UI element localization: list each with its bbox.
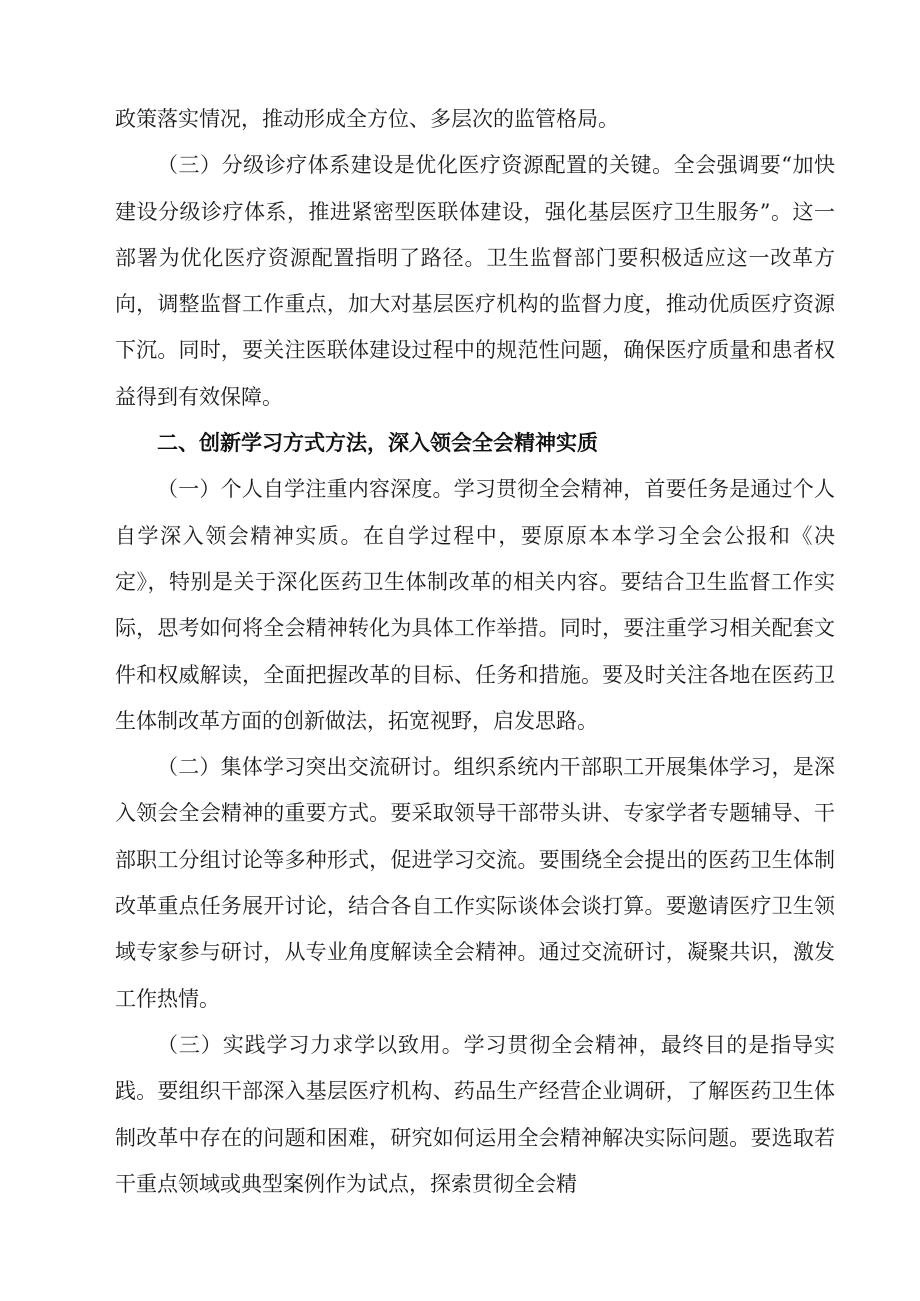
document-body [115, 96, 835, 1207]
paragraph-group-study: （二）集体学习突出交流研讨。组织系统内干部职工开展集体学习，是深入领会全会精神的重要方式。要采取领导干部带头讲、专家学者专题辅导、干部职工分组讨论等多种形式，促进学习交流。要围绕全会提出的医药卫生体制改革重点任务展开讨论，结合各自工作实际谈体会谈打算。要邀请医疗卫生领域专家参与研讨，从专业角度解读全会精神。通过交流研讨，凝聚共识，激发工作热情。 [115, 755, 835, 1011]
paragraph-tiered-care: （三）分级诊疗体系建设是优化医疗资源配置的关键。全会强调要“加快建设分级诊疗体系，推进紧密型医联体建设，强化基层医疗卫生服务”。这一部署为优化医疗资源配置指明了路径。卫生监督部门要积极适应这一改革方向，调整监督工作重点，加大对基层医疗机构的监督力度，推动优质医疗资源下沉。同时，要关注医联体建设过程中的规范性问题，确保医疗质量和患者权益得到有效保障。 [115, 153, 835, 409]
section-heading: 二、创新学习方式方法，深入领会全会精神实质 [157, 431, 598, 456]
paragraph-self-study: （一）个人自学注重内容深度。学习贯彻全会精神，首要任务是通过个人自学深入领会精神实质。在自学过程中，要原原本本学习全会公报和《决定》，特别是关于深化医药卫生体制改革的相关内容。要结合卫生监督工作实际，思考如何将全会精神转化为具体工作举措。同时，要注重学习相关配套文件和权威解读，全面把握改革的目标、任务和措施。要及时关注各地在医药卫生体制改革方面的创新做法，拓宽视野，启发思路。 [115, 477, 835, 733]
paragraph-practice-study: （三）实践学习力求学以致用。学习贯彻全会精神，最终目的是指导实践。要组织干部深入基层医疗机构、药品生产经营企业调研，了解医药卫生体制改革中存在的问题和困难，研究如何运用全会精神解决实际问题。要选取若干重点领域或典型案例作为试点，探索贯彻全会精 [115, 1032, 835, 1196]
paragraph-continuation: 政策落实情况，推动形成全方位、多层次的监管格局。 [115, 107, 619, 131]
